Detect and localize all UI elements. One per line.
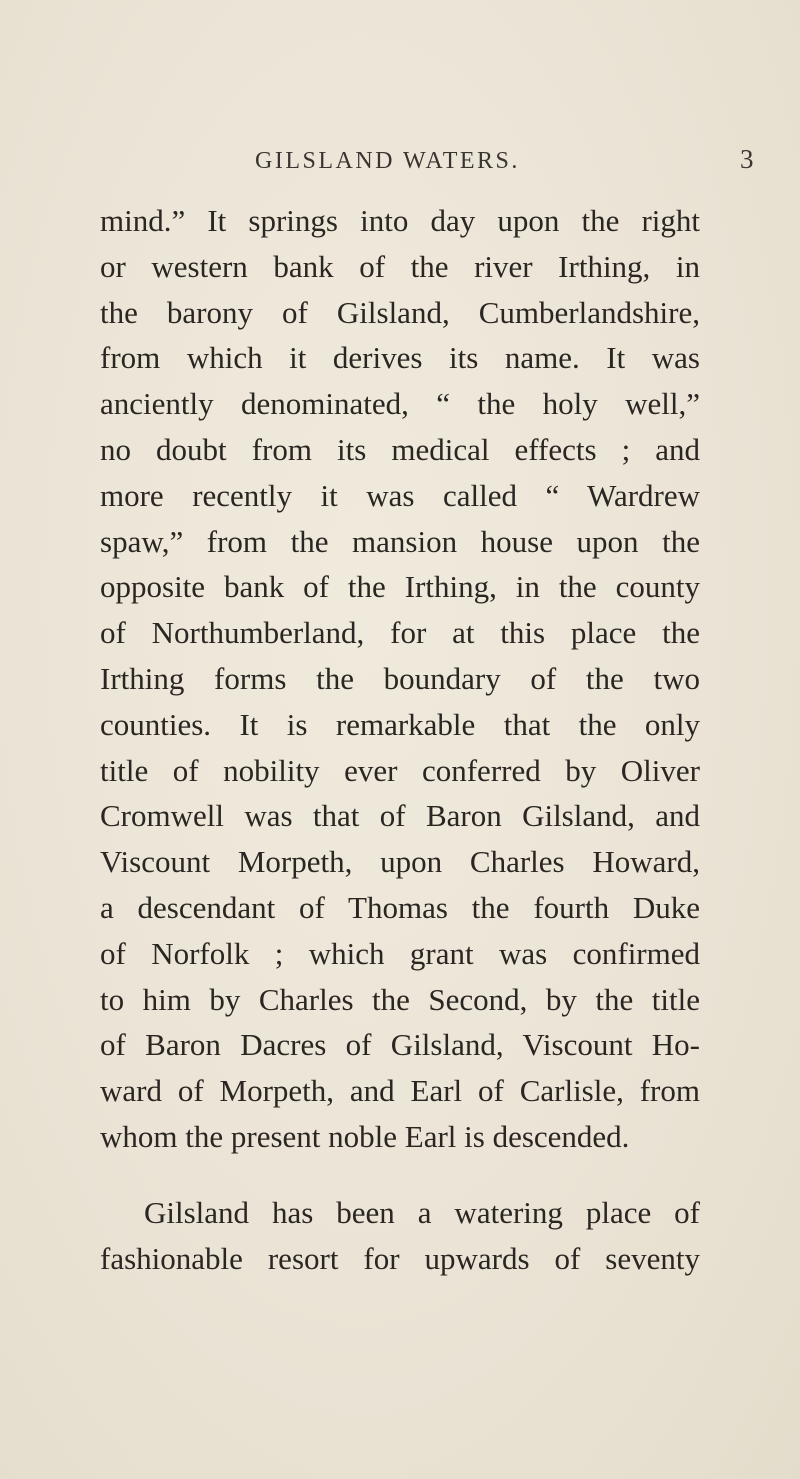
text-line: spaw,” from the mansion house upon the xyxy=(100,523,700,559)
text-line: a descendant of Thomas the fourth Duke xyxy=(100,889,700,925)
text-line: title of nobility ever conferred by Oliver xyxy=(100,752,700,788)
text-line: fashionable resort for upwards of seventy xyxy=(100,1240,700,1276)
text-line: of Norfolk ; which grant was confirmed xyxy=(100,935,700,971)
text-line: whom the present noble Earl is descended. xyxy=(100,1118,630,1154)
paragraph-1 xyxy=(100,198,700,1160)
paragraph-gap xyxy=(100,1160,700,1190)
text-line: more recently it was called “ Wardrew xyxy=(100,477,700,513)
text-line: no doubt from its medical effects ; and xyxy=(100,431,700,467)
text-line: Irthing forms the boundary of the two xyxy=(100,660,700,696)
text-line: to him by Charles the Second, by the title xyxy=(100,981,700,1017)
text-line: from which it derives its name. It was xyxy=(100,340,700,376)
text-line: Viscount Morpeth, upon Charles Howard, xyxy=(100,844,700,880)
text-line: opposite bank of the Irthing, in the county xyxy=(100,569,700,605)
page-number: 3 xyxy=(740,144,754,174)
text-line: of Northumberland, for at this place the xyxy=(100,615,700,651)
paragraph-2 xyxy=(100,1190,700,1282)
text-line: or western bank of the river Irthing, in xyxy=(100,248,700,284)
text-line: the barony of Gilsland, Cumberlandshire, xyxy=(100,294,700,330)
text-line: ward of Morpeth, and Earl of Carlisle, from xyxy=(100,1073,700,1109)
text-line: of Baron Dacres of Gilsland, Viscount Ho- xyxy=(100,1027,700,1063)
text-line: anciently denominated, “ the holy well,” xyxy=(100,386,700,422)
body-text xyxy=(100,198,700,1281)
text-line: Gilsland has been a watering place of xyxy=(144,1194,700,1230)
text-line: counties. It is remarkable that the only xyxy=(100,706,700,742)
text-line: Cromwell was that of Baron Gilsland, and xyxy=(100,798,700,834)
running-head: GILSLAND WATERS. xyxy=(255,148,520,174)
text-line: mind.” It springs into day upon the right xyxy=(100,203,700,238)
